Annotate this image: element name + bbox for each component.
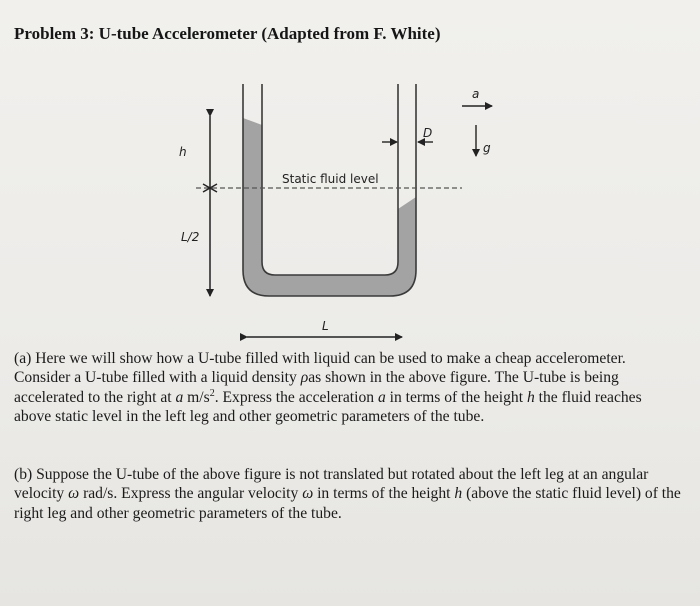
u-tube-outer-wall: [243, 84, 416, 296]
label-L: L: [322, 319, 329, 333]
label-static-fluid-level: Static fluid level: [282, 172, 379, 186]
label-a: a: [472, 87, 480, 101]
part-b-paragraph: (b) Suppose the U-tube of the above figure is not translated but rotated about the left leg at an angular velocity ω rad/s. Express the angular velocity ω in terms of the height h (above the static fluid level) of the right leg and other geometric parameters of the tube.: [14, 466, 681, 522]
label-g: g: [483, 141, 491, 155]
label-h: h: [179, 145, 187, 159]
label-half-L: L/2: [181, 230, 200, 244]
label-D: D: [423, 126, 433, 140]
problem-title: Problem 3: U-tube Accelerometer (Adapted from F. White): [14, 24, 441, 43]
fluid-fill: [243, 118, 416, 296]
part-a-paragraph: (a) Here we will show how a U-tube filled with liquid can be used to make a cheap accelerometer. Consider a U-tube filled with a liquid density ρas shown in the above figure. The U-tube is being accelerated to the right at a $m/s^2$. Express the acceleration a in terms of the height h the fluid reaches above static level in the left leg and other geometric parameters of the tube.: [14, 350, 642, 426]
